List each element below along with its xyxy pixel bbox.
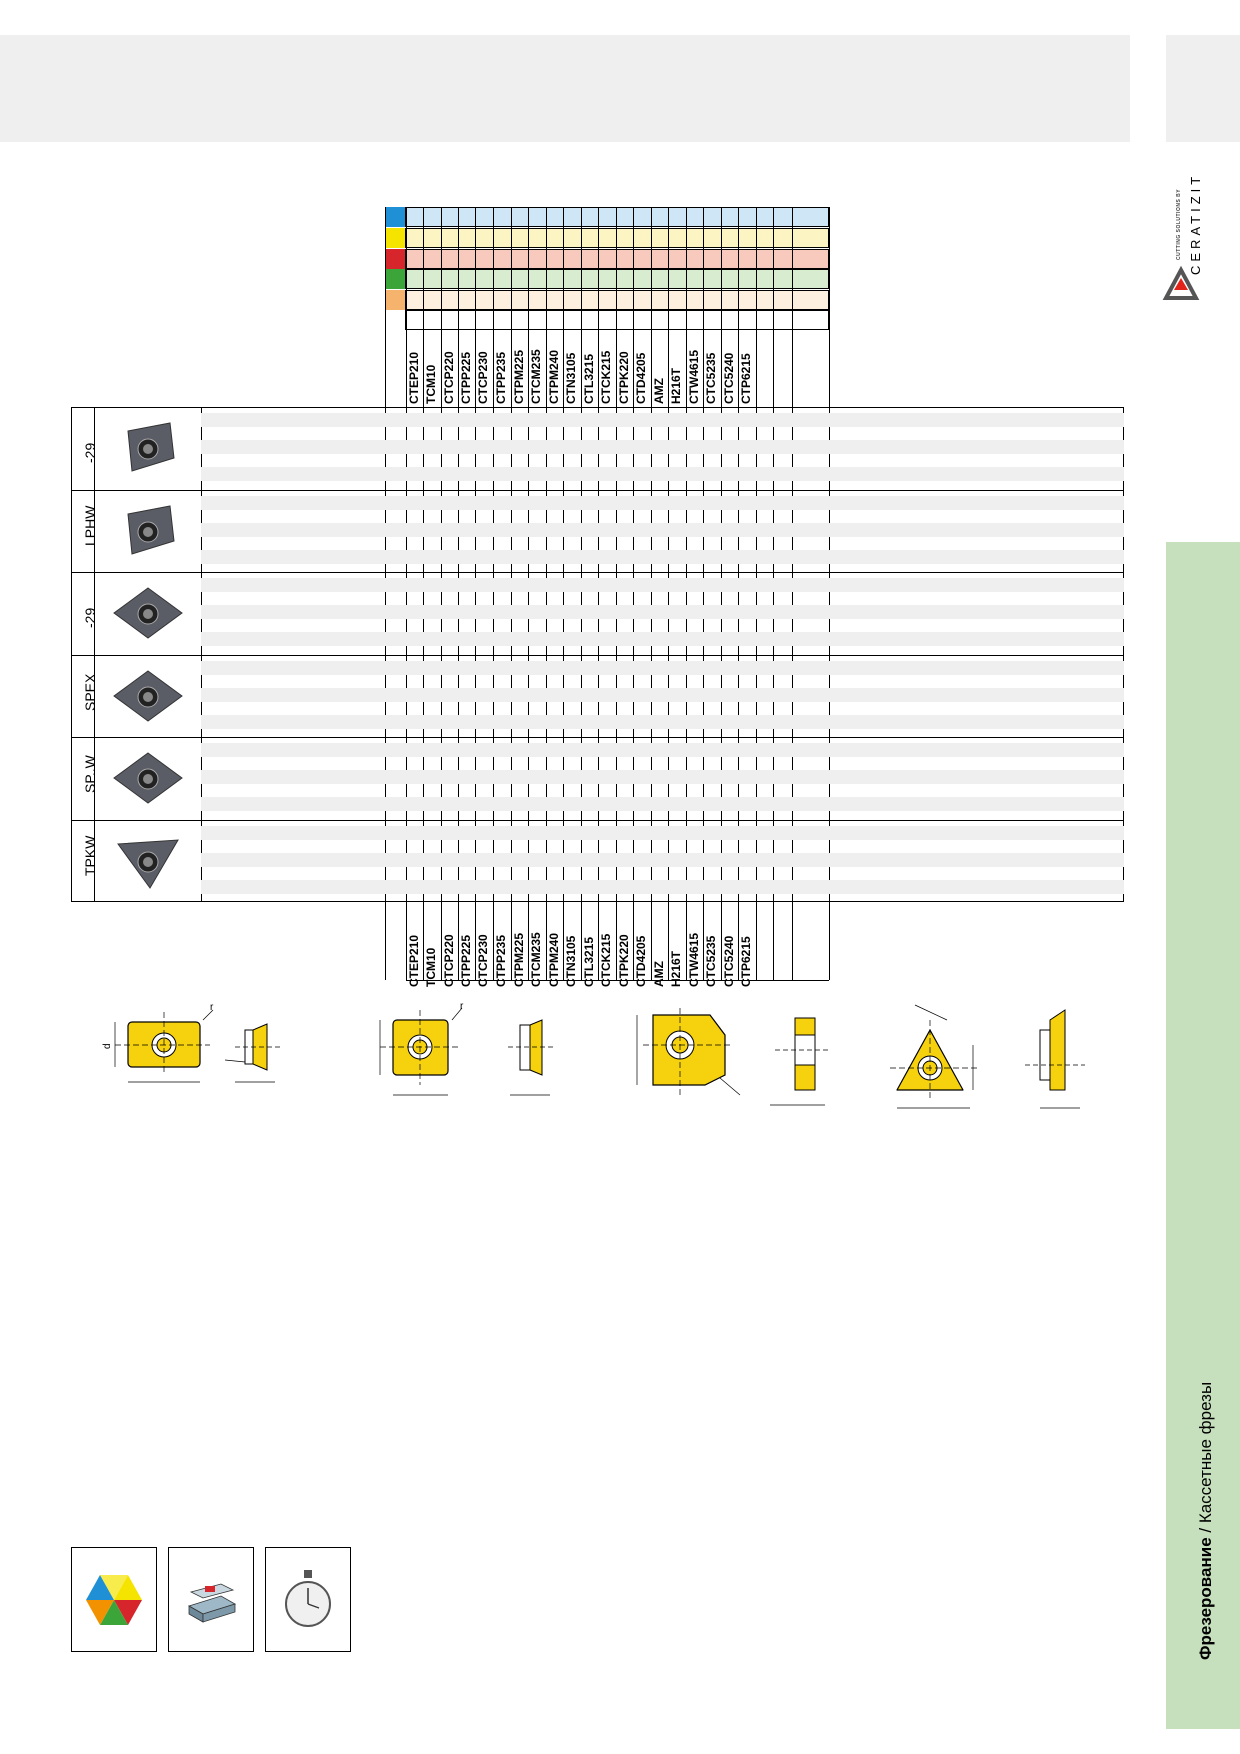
grade-label: CTCP220 (442, 934, 456, 987)
grade-header-bot (792, 905, 810, 989)
grade-label: CTPP235 (494, 351, 508, 404)
square-insert-icon (108, 578, 188, 648)
grade-label: CTW4615 (687, 932, 701, 987)
grade-label: CTPP225 (459, 351, 473, 404)
grade-label: CTPM225 (512, 932, 526, 987)
grade-label: CTW4615 (687, 349, 701, 404)
header-band (0, 35, 1130, 142)
insert-designation-text: SP..W (82, 755, 98, 793)
grade-label: CTPM240 (547, 349, 561, 404)
diagram-triangle-insert (885, 990, 1105, 1120)
row-stripe (201, 826, 1124, 840)
grade-label: TCM10 (424, 364, 438, 404)
svg-text:r: r (460, 1001, 464, 1012)
grade-header-top (598, 322, 616, 406)
row-stripe (201, 880, 1124, 894)
grade-header-top (668, 322, 686, 406)
grade-header-bot (703, 905, 721, 989)
grade-label: CTPM240 (547, 932, 561, 987)
row-stripe (201, 413, 1124, 427)
insert-designation (72, 407, 110, 487)
grade-label: CTC5235 (704, 352, 718, 404)
row-separator (71, 490, 1124, 491)
row-stripe (201, 715, 1124, 729)
row-stripe (201, 496, 1124, 510)
grade-label: CTCP220 (442, 351, 456, 404)
material-swatch-1 (385, 207, 406, 227)
grade-label: H216T (669, 367, 683, 404)
section-title (1196, 1382, 1216, 1660)
grade-header-bot (668, 905, 686, 989)
header-tab (1166, 35, 1240, 142)
grade-header-top (773, 322, 791, 406)
grade-header-bot (738, 905, 756, 989)
row-stripe (201, 440, 1124, 454)
material-swatch-4 (385, 269, 406, 289)
row-stripe (201, 550, 1124, 564)
grade-label: CTD4205 (634, 935, 648, 987)
grade-label: CTN3105 (564, 935, 578, 987)
insert-designation-text: -29 (82, 607, 98, 628)
grade-label: CTPM225 (512, 349, 526, 404)
diagram-square-insert (360, 1000, 580, 1120)
section-title-rest: / Кассетные фрезы (1196, 1381, 1215, 1538)
grade-header-top (563, 322, 581, 406)
insert-stack-icon (168, 1547, 254, 1652)
grade-label: CTPK220 (617, 934, 631, 987)
grade-label: CTCP230 (476, 351, 490, 404)
insert-designation (72, 490, 110, 570)
grade-label: CTPP225 (459, 934, 473, 987)
grade-label: CTCK215 (599, 933, 613, 987)
row-stripe (201, 523, 1124, 537)
grade-header-top (756, 322, 774, 406)
grade-header-bot (598, 905, 616, 989)
grade-label: CTCP230 (476, 934, 490, 987)
grade-label: CTD4205 (634, 352, 648, 404)
row-separator (71, 655, 1124, 656)
row-separator (71, 572, 1124, 573)
grade-header-bot (423, 905, 441, 989)
row-stripe (201, 797, 1124, 811)
grade-header-bot (475, 905, 493, 989)
row-stripe (201, 467, 1124, 481)
material-swatch-5 (385, 290, 406, 310)
grade-label: CTC5240 (722, 935, 736, 987)
row-stripe (201, 605, 1124, 619)
grade-label: AMZ (652, 378, 666, 404)
material-band-4 (385, 269, 829, 289)
grade-label: CTL3215 (582, 936, 596, 987)
insert-designation-text: TPKW (82, 835, 98, 876)
section-title-bold: Фрезерование (1196, 1537, 1215, 1660)
material-hexagon-icon (71, 1547, 157, 1652)
material-band-1 (385, 207, 829, 227)
material-band-5 (385, 290, 829, 310)
insert-designation (72, 820, 110, 900)
grade-header-bot (756, 905, 774, 989)
grade-label: CTPK220 (617, 351, 631, 404)
grade-label: CTCK215 (599, 350, 613, 404)
square-insert-icon (108, 743, 188, 813)
row-stripe (201, 743, 1124, 757)
grade-header-top (475, 322, 493, 406)
grade-label: CTPP235 (494, 934, 508, 987)
grade-header-bot (563, 905, 581, 989)
square-insert-icon (108, 661, 188, 731)
stopwatch-icon (265, 1547, 351, 1652)
grade-label: CTCM235 (529, 932, 543, 987)
grade-header-bot (773, 905, 791, 989)
grade-label: CTCM235 (529, 349, 543, 404)
grade-label: AMZ (652, 961, 666, 987)
brand-name: CERATIZIT (1188, 172, 1203, 275)
dim-d: d (102, 1043, 113, 1049)
triangle-insert-icon (108, 826, 188, 896)
insert-designation (72, 572, 110, 652)
row-stripe (201, 853, 1124, 867)
grade-header-top (423, 322, 441, 406)
grade-label: CTC5240 (722, 352, 736, 404)
material-band-3 (385, 249, 829, 269)
insert-designation (72, 655, 110, 735)
grade-header-top (528, 322, 546, 406)
grade-label: CTN3105 (564, 352, 578, 404)
material-band-2 (385, 228, 829, 248)
grade-label: CTEP210 (407, 934, 421, 987)
row-stripe (201, 661, 1124, 675)
insert-designation (72, 737, 110, 817)
grade-header-top (703, 322, 721, 406)
row-stripe (201, 578, 1124, 592)
grade-header-bot (633, 905, 651, 989)
insert-designation-text: SPEX (82, 673, 98, 711)
grade-header-bot (493, 905, 511, 989)
row-stripe (201, 688, 1124, 702)
grade-label: H216T (669, 950, 683, 987)
grade-label: CTC5235 (704, 935, 718, 987)
grade-header-top (493, 322, 511, 406)
grade-label: CTEP210 (407, 351, 421, 404)
grade-header-top (738, 322, 756, 406)
grade-header-bot (528, 905, 546, 989)
grade-label: TCM10 (424, 947, 438, 987)
diagram-rhombic-insert (95, 1000, 315, 1120)
material-swatch-6 (385, 310, 406, 330)
grade-header-top (792, 322, 810, 406)
row-stripe (201, 770, 1124, 784)
grade-label: CTP6215 (739, 936, 753, 987)
row-separator (71, 820, 1124, 821)
brand-tagline: CUTTING SOLUTIONS BY (1176, 188, 1182, 260)
material-swatch-2 (385, 228, 406, 248)
svg-text:r: r (210, 1002, 214, 1013)
rhombic-insert-icon (108, 496, 188, 566)
rhombic-insert-icon (108, 413, 188, 483)
insert-designation-text: LPHW (82, 505, 98, 546)
grade-label: CTL3215 (582, 353, 596, 404)
grade-label: CTP6215 (739, 353, 753, 404)
material-swatch-3 (385, 249, 406, 269)
row-stripe (201, 632, 1124, 646)
insert-designation-text: -29 (82, 442, 98, 463)
diagram-spex-insert (625, 1000, 845, 1120)
grade-header-top (633, 322, 651, 406)
row-separator (71, 737, 1124, 738)
